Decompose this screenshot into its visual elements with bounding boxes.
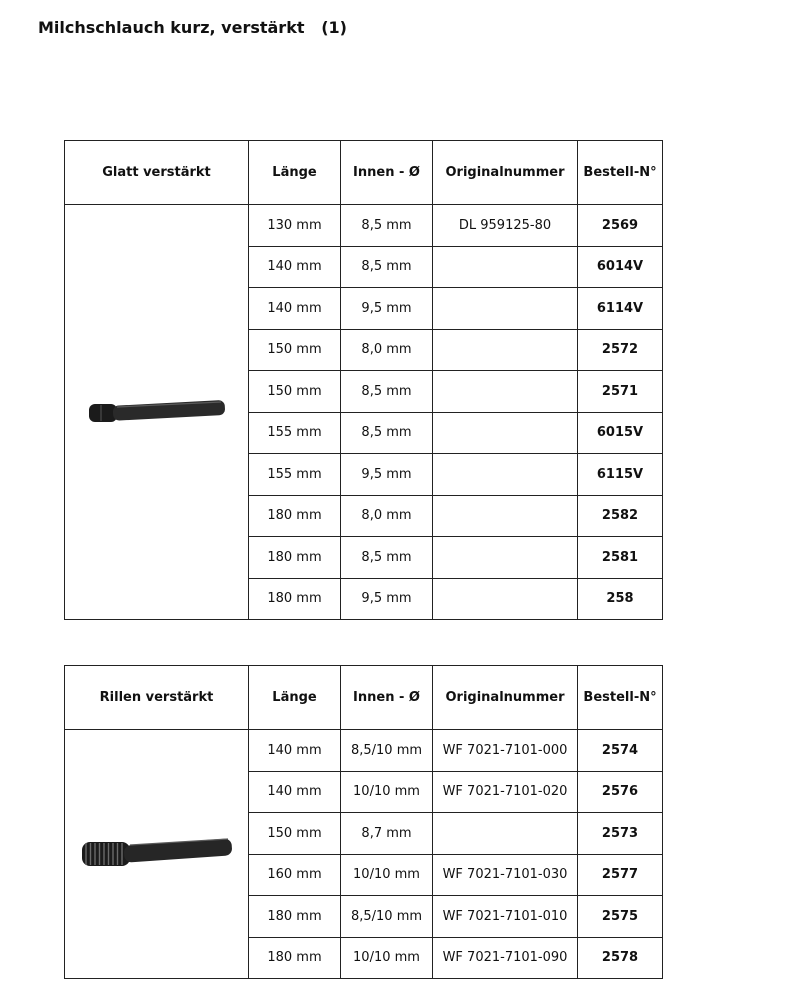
order-number-cell: 2577: [578, 854, 663, 896]
original-number-cell: [433, 329, 578, 371]
order-number-cell: 2574: [578, 730, 663, 772]
inner-diameter-cell: 10/10 mm: [341, 854, 433, 896]
order-number-cell: 2581: [578, 537, 663, 579]
order-number-cell: 2569: [578, 205, 663, 247]
table-body: [65, 730, 663, 979]
original-number-cell: [433, 412, 578, 454]
grooved-hose-table: [64, 665, 663, 979]
smooth-reinforced-hose-icon: [65, 205, 249, 620]
table-header-row: [65, 666, 663, 730]
order-number-cell: 6015V: [578, 412, 663, 454]
original-number-cell: WF 7021-7101-000: [433, 730, 578, 772]
original-number-cell: WF 7021-7101-010: [433, 896, 578, 938]
length-cell: 180 mm: [249, 937, 341, 979]
order-number-cell: 2582: [578, 495, 663, 537]
order-number-cell: 258: [578, 578, 663, 620]
length-cell: 150 mm: [249, 329, 341, 371]
order-number-cell: 6014V: [578, 246, 663, 288]
original-number-cell: [433, 813, 578, 855]
type-header: Rillen verstärkt: [65, 666, 249, 730]
original-number-header: Originalnummer: [433, 141, 578, 205]
original-number-cell: DL 959125-80: [433, 205, 578, 247]
inner-diameter-cell: 10/10 mm: [341, 937, 433, 979]
table-header-row: [65, 141, 663, 205]
inner-diameter-cell: 8,5 mm: [341, 205, 433, 247]
length-header: Länge: [249, 666, 341, 730]
length-cell: 140 mm: [249, 246, 341, 288]
inner-diameter-cell: 9,5 mm: [341, 454, 433, 496]
original-number-cell: [433, 578, 578, 620]
table-row: [65, 205, 663, 247]
order-number-cell: 2573: [578, 813, 663, 855]
length-cell: 160 mm: [249, 854, 341, 896]
original-number-cell: [433, 454, 578, 496]
length-cell: 155 mm: [249, 454, 341, 496]
inner-diameter-cell: 8,5 mm: [341, 246, 433, 288]
order-number-cell: 2572: [578, 329, 663, 371]
length-cell: 180 mm: [249, 495, 341, 537]
inner-diameter-cell: 9,5 mm: [341, 288, 433, 330]
length-cell: 150 mm: [249, 371, 341, 413]
inner-diameter-cell: 8,5 mm: [341, 537, 433, 579]
order-number-cell: 2575: [578, 896, 663, 938]
inner-diameter-cell: 9,5 mm: [341, 578, 433, 620]
order-number-cell: 2578: [578, 937, 663, 979]
order-number-header: Bestell-N°: [578, 666, 663, 730]
inner-diameter-cell: 10/10 mm: [341, 771, 433, 813]
inner-diameter-header: Innen - Ø: [341, 666, 433, 730]
length-cell: 140 mm: [249, 730, 341, 772]
order-number-cell: 2576: [578, 771, 663, 813]
grooved-reinforced-hose-icon: [65, 730, 249, 979]
inner-diameter-cell: 8,5 mm: [341, 412, 433, 454]
length-cell: 155 mm: [249, 412, 341, 454]
inner-diameter-cell: 8,5/10 mm: [341, 896, 433, 938]
length-cell: 180 mm: [249, 537, 341, 579]
order-number-cell: 6114V: [578, 288, 663, 330]
length-cell: 150 mm: [249, 813, 341, 855]
inner-diameter-cell: 8,5/10 mm: [341, 730, 433, 772]
original-number-cell: WF 7021-7101-030: [433, 854, 578, 896]
original-number-cell: [433, 495, 578, 537]
order-number-cell: 2571: [578, 371, 663, 413]
order-number-cell: 6115V: [578, 454, 663, 496]
inner-diameter-cell: 8,0 mm: [341, 495, 433, 537]
original-number-header: Originalnummer: [433, 666, 578, 730]
page-title: Milchschlauch kurz, verstärkt (1): [38, 18, 347, 37]
table-row: [65, 730, 663, 772]
table-body: [65, 205, 663, 620]
length-cell: 180 mm: [249, 578, 341, 620]
inner-diameter-header: Innen - Ø: [341, 141, 433, 205]
type-header: Glatt verstärkt: [65, 141, 249, 205]
inner-diameter-cell: 8,7 mm: [341, 813, 433, 855]
original-number-cell: WF 7021-7101-020: [433, 771, 578, 813]
original-number-cell: [433, 246, 578, 288]
length-header: Länge: [249, 141, 341, 205]
length-cell: 140 mm: [249, 771, 341, 813]
original-number-cell: [433, 288, 578, 330]
smooth-hose-table: [64, 140, 663, 620]
original-number-cell: [433, 371, 578, 413]
length-cell: 180 mm: [249, 896, 341, 938]
original-number-cell: [433, 537, 578, 579]
order-number-header: Bestell-N°: [578, 141, 663, 205]
original-number-cell: WF 7021-7101-090: [433, 937, 578, 979]
inner-diameter-cell: 8,0 mm: [341, 329, 433, 371]
length-cell: 140 mm: [249, 288, 341, 330]
length-cell: 130 mm: [249, 205, 341, 247]
inner-diameter-cell: 8,5 mm: [341, 371, 433, 413]
